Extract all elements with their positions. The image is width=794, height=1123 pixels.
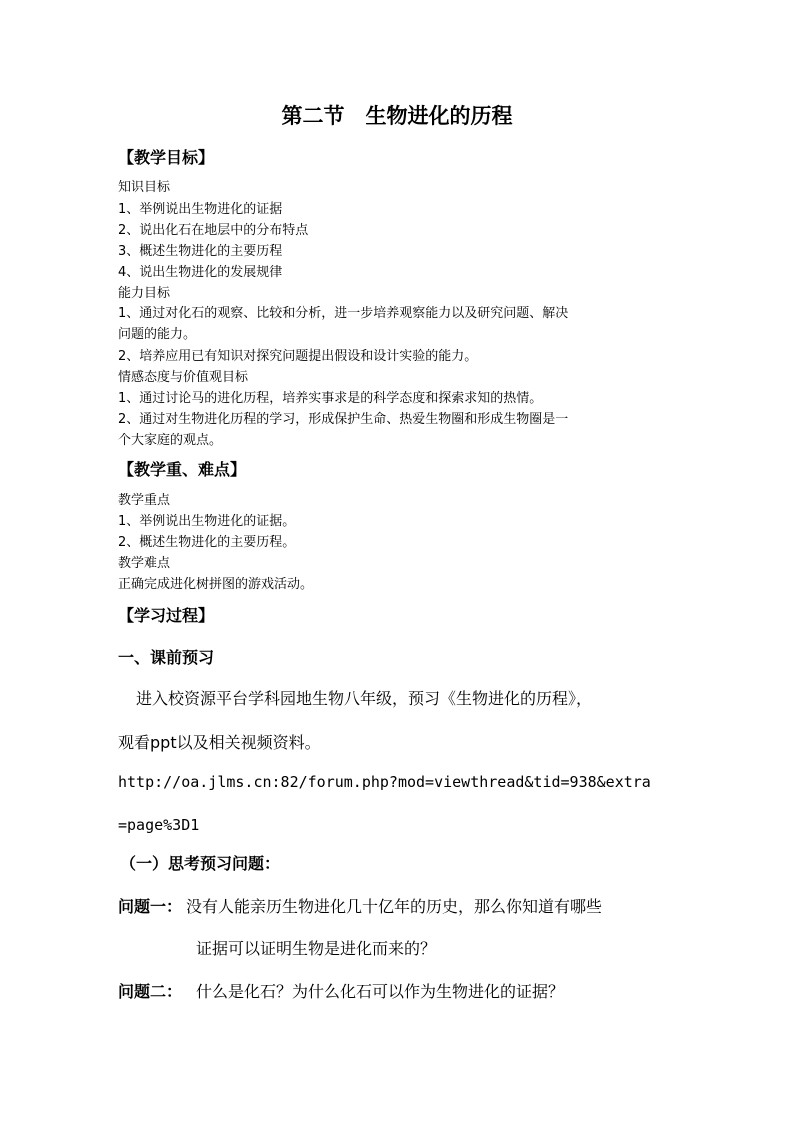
key-item: 2、概述生物进化的主要历程。 [118, 535, 296, 550]
emotion-item: 1、通过讨论马的进化历程，培养实事求是的科学态度和探索求知的热情。 [118, 391, 543, 406]
knowledge-item: 4、说出生物进化的发展规律 [118, 265, 283, 280]
question-1-text-continued: 证据可以证明生物是进化而来的？ [196, 939, 437, 958]
ability-item: 1、通过对化石的观察、比较和分析，进一步培养观察能力以及研究问题、解决 [118, 306, 569, 321]
preview-heading: 一、课前预习 [118, 648, 215, 667]
ability-label: 能力目标 [118, 286, 171, 301]
resource-url-line: http://oa.jlms.cn:82/forum.php?mod=viewthread&tid=938&extra [118, 773, 651, 791]
ability-item: 2、培养应用已有知识对探究问题提出假设和设计实验的能力。 [118, 349, 478, 364]
question-2-label: 问题二： [118, 982, 183, 1001]
preview-paragraph-line: 进入校资源平台学科园地生物八年级，预习《生物进化的历程》， [136, 689, 593, 708]
resource-url-line: =page%3D1 [118, 816, 200, 834]
questions-heading: （一）思考预习问题： [120, 854, 281, 873]
process-heading: 【学习过程】 [118, 606, 215, 625]
question-1-text: 没有人能亲历生物进化几十亿年的历史，那么你知道有哪些 [186, 897, 603, 916]
key-label: 教学重点 [118, 493, 171, 508]
preview-paragraph-line: 观看ppt以及相关视频资料。 [118, 733, 321, 752]
knowledge-item: 1、举例说出生物进化的证据 [118, 202, 283, 217]
emotion-item: 2、通过对生物进化历程的学习，形成保护生命、热爱生物圈和形成生物圈是一 [118, 412, 569, 427]
page-title: 第二节 生物进化的历程 [281, 104, 513, 128]
difficult-item: 正确完成进化树拼图的游戏活动。 [118, 577, 314, 592]
knowledge-label: 知识目标 [118, 180, 171, 195]
ability-item: 问题的能力。 [118, 327, 197, 342]
knowledge-item: 3、概述生物进化的主要历程 [118, 244, 283, 259]
emotion-label: 情感态度与价值观目标 [118, 370, 249, 385]
knowledge-item: 2、说出化石在地层中的分布特点 [118, 223, 309, 238]
keypoints-heading: 【教学重、难点】 [118, 460, 247, 479]
difficult-label: 教学难点 [118, 556, 171, 571]
emotion-item: 个大家庭的观点。 [118, 433, 223, 448]
question-1-label: 问题一： [118, 897, 183, 916]
objectives-heading: 【教学目标】 [118, 148, 215, 167]
question-2-text: 什么是化石？为什么化石可以作为生物进化的证据？ [196, 982, 565, 1001]
key-item: 1、举例说出生物进化的证据。 [118, 514, 296, 529]
